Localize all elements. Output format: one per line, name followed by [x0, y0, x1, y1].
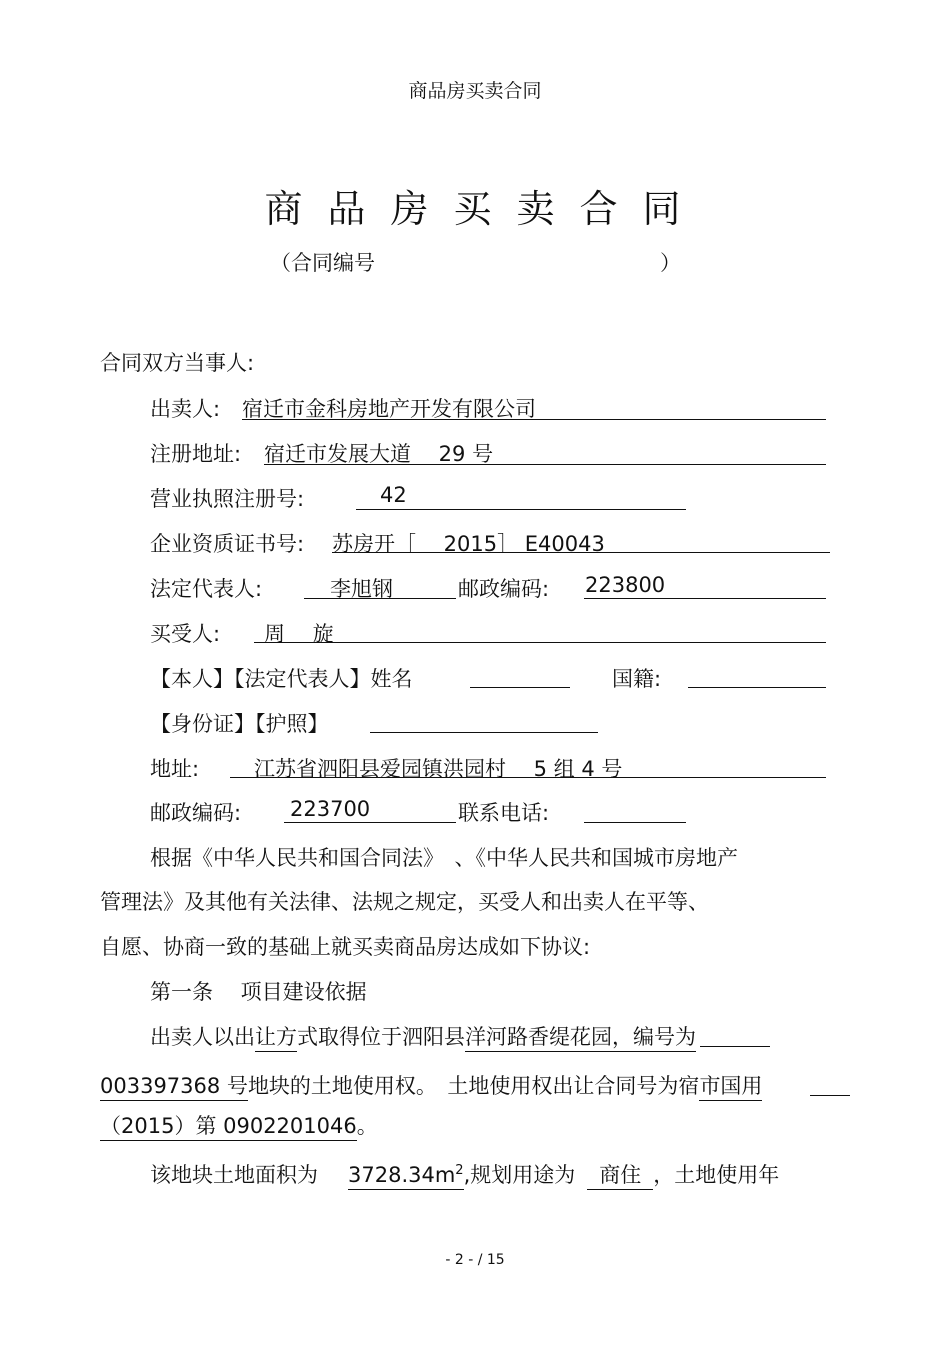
- reg-address-label: 注册地址:: [150, 442, 242, 466]
- transfer-contract-number: （2015）第 0902201046: [100, 1112, 357, 1141]
- document-title: 商品房买卖合同: [264, 187, 706, 231]
- address-underline: [230, 777, 826, 778]
- article-1-paragraph-2: [100, 1070, 762, 1101]
- p1-text-a: 出卖人以出: [150, 1025, 255, 1049]
- parcel-number: 003397368 号: [100, 1072, 248, 1101]
- seller-postcode-label: 邮政编码:: [458, 577, 550, 601]
- buyer-name-label: 【本人】【法定代表人】姓名: [150, 667, 413, 691]
- id-underline: [370, 732, 598, 733]
- p4-text-a: 该地块土地面积为: [150, 1163, 318, 1187]
- parties-heading: 合同双方当事人:: [100, 351, 255, 375]
- seller-underline: [242, 419, 826, 420]
- contract-number-label: （合同编号: [270, 251, 375, 275]
- buyer-postcode-value: 223700: [290, 797, 371, 821]
- p4-text-e: ，土地使用年: [653, 1163, 780, 1187]
- license-label: 营业执照注册号:: [150, 487, 305, 511]
- seller-label: 出卖人:: [150, 397, 221, 421]
- seller-postcode-value: 223800: [585, 573, 666, 597]
- qualification-underline: [332, 552, 830, 553]
- seller-postcode-underline: [584, 598, 826, 599]
- buyer-name-underline: [470, 687, 570, 688]
- buyer-value: 周 旋: [264, 622, 334, 646]
- buyer-postcode-label: 邮政编码:: [150, 801, 242, 825]
- preamble-line-3: 自愿、协商一致的基础上就买卖商品房达成如下协议:: [100, 935, 591, 959]
- buyer-underline: [254, 642, 826, 643]
- p1-underlined-d: 洋河路香缇花园，编号为: [465, 1023, 696, 1052]
- id-label: 【身份证】【护照】: [150, 712, 329, 736]
- legal-rep-value: 李旭钢: [330, 577, 393, 601]
- legal-rep-underline: [304, 598, 456, 599]
- license-underline: [356, 509, 686, 510]
- land-area-superscript: 2: [455, 1163, 464, 1178]
- reg-address-value: 宿迁市发展大道 29 号: [264, 442, 494, 466]
- address-value: 江苏省泗阳县爱园镇洪园村 5 组 4 号: [254, 757, 623, 781]
- p1-text-c: 式取得位于泗阳县: [297, 1025, 465, 1049]
- address-label: 地址:: [150, 757, 200, 781]
- license-value: 42: [380, 483, 407, 507]
- qualification-value: 苏房开［ 2015］ E40043: [332, 532, 605, 556]
- land-area-value: 3728.34m: [348, 1163, 456, 1187]
- qualification-label: 企业资质证书号:: [150, 532, 305, 556]
- running-header: 商品房买卖合同: [408, 80, 542, 102]
- article-1-paragraph-4: [150, 1157, 779, 1190]
- article-1-paragraph-1: [150, 1021, 696, 1052]
- p4-text-c: ,规划用途为: [463, 1163, 576, 1187]
- phone-label: 联系电话:: [458, 801, 550, 825]
- land-area: [348, 1157, 464, 1190]
- nationality-label: 国籍:: [612, 667, 662, 691]
- p1-underlined-b: 让方: [255, 1023, 297, 1052]
- page-number: - 2 - / 15: [445, 1252, 505, 1268]
- nationality-underline: [688, 687, 826, 688]
- preamble-line-1: 根据《中华人民共和国合同法》 、《中华人民共和国城市房地产: [150, 846, 738, 870]
- p1-trailing-underline: [700, 1046, 770, 1047]
- legal-rep-label: 法定代表人:: [150, 577, 263, 601]
- p3-period: 。: [356, 1114, 378, 1138]
- buyer-label: 买受人:: [150, 622, 221, 646]
- buyer-postcode-underline: [284, 822, 456, 823]
- seller-value: 宿迁市金科房地产开发有限公司: [242, 397, 536, 421]
- p2-trailing-underline: [810, 1095, 850, 1096]
- planned-use: 商住: [587, 1161, 653, 1190]
- p2-text-b: 地块的土地使用权。 土地使用权出让合同号为宿: [247, 1074, 700, 1098]
- phone-underline: [584, 822, 686, 823]
- contract-number-close: ）: [660, 251, 681, 275]
- reg-address-underline: [264, 464, 826, 465]
- article-1-heading: 第一条 项目建设依据: [150, 980, 367, 1004]
- preamble-line-2: 管理法》及其他有关法律、法规之规定，买受人和出卖人在平等、: [100, 890, 709, 914]
- p2-underlined-c: 市国用: [699, 1072, 762, 1101]
- article-1-paragraph-3: [100, 1110, 378, 1141]
